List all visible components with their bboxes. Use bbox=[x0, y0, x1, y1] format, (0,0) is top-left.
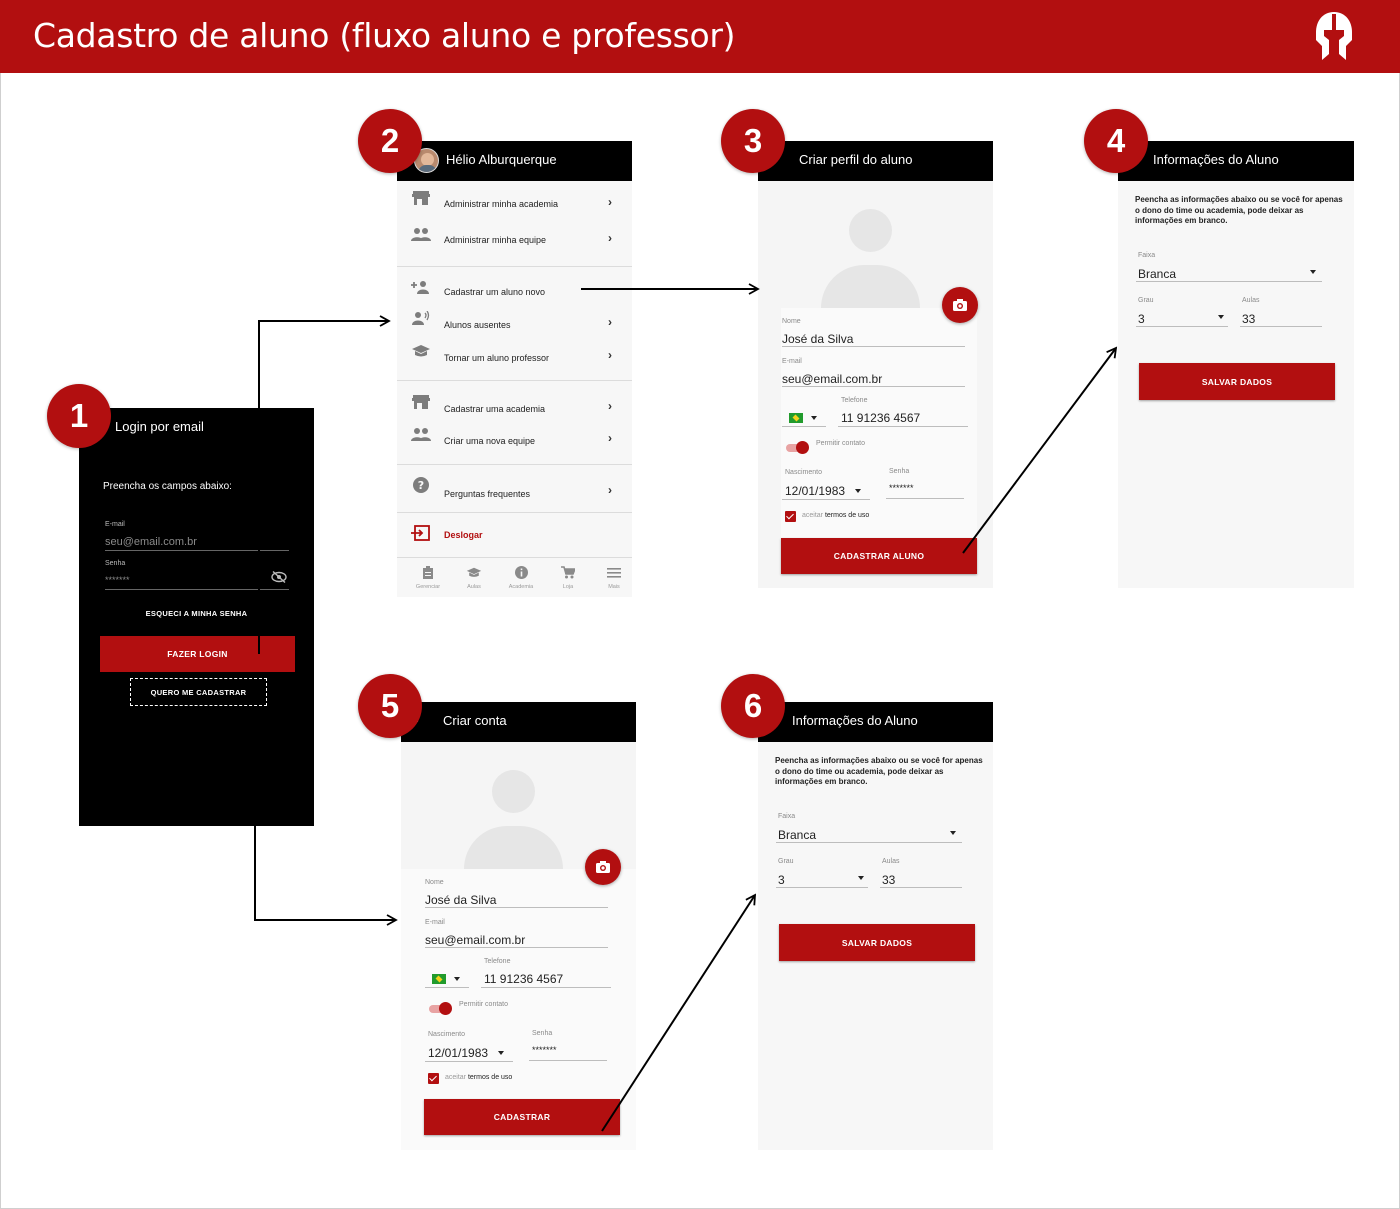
country-dropdown-icon[interactable] bbox=[454, 977, 460, 981]
menu-divider bbox=[397, 512, 632, 513]
email-label: E-mail bbox=[782, 358, 802, 365]
menu-item-manage-academy[interactable] bbox=[397, 191, 632, 217]
camera-button[interactable] bbox=[942, 287, 978, 323]
create-account-screen bbox=[401, 702, 636, 1150]
save-data-button[interactable]: SALVAR DADOS bbox=[1139, 363, 1335, 400]
step-badge-2: 2 bbox=[358, 109, 422, 173]
nav-item-manage[interactable] bbox=[405, 566, 451, 590]
person-voice-icon bbox=[411, 311, 431, 325]
belt-select[interactable]: Branca bbox=[1138, 267, 1177, 281]
name-underline bbox=[425, 907, 608, 908]
degree-dropdown-icon[interactable] bbox=[1218, 315, 1224, 319]
phone-label: Telefone bbox=[484, 958, 511, 965]
menu-item-label: Criar uma nova equipe bbox=[444, 436, 536, 446]
logout-icon bbox=[411, 525, 431, 541]
email-underline bbox=[105, 550, 258, 551]
phone-field[interactable]: 11 91236 4567 bbox=[841, 411, 921, 425]
classes-field[interactable]: 33 bbox=[1242, 312, 1256, 326]
account-title: Criar conta bbox=[443, 713, 507, 728]
chevron-right-icon: › bbox=[608, 399, 612, 413]
title-banner bbox=[0, 0, 1400, 73]
menu-item-manage-team[interactable] bbox=[397, 227, 632, 253]
contact-toggle[interactable] bbox=[786, 444, 806, 452]
menu-item-make-teacher[interactable] bbox=[397, 344, 632, 370]
page-title: Cadastro de aluno (fluxo aluno e professor) bbox=[33, 16, 736, 55]
degree-select[interactable]: 3 bbox=[1138, 312, 1145, 326]
degree-label: Grau bbox=[1138, 297, 1154, 304]
nav-label: Mais bbox=[608, 584, 620, 590]
forgot-password-link[interactable]: ESQUECI A MINHA SENHA bbox=[145, 609, 248, 618]
degree-label: Grau bbox=[778, 858, 794, 865]
nav-divider bbox=[397, 557, 632, 558]
profile-title: Criar perfil do aluno bbox=[799, 152, 913, 167]
clipboard-icon bbox=[422, 566, 434, 579]
logout-item[interactable] bbox=[397, 522, 632, 548]
country-underline bbox=[425, 987, 469, 988]
nav-item-more[interactable] bbox=[591, 566, 632, 590]
info-description: Peencha as informações abaixo ou se você for apenas o dono do time ou academia, pode deixar as informações em branco. bbox=[1135, 195, 1343, 225]
country-underline bbox=[782, 426, 826, 427]
birth-underline bbox=[782, 499, 870, 500]
belt-dropdown-icon[interactable] bbox=[1310, 270, 1316, 274]
step-badge-6: 6 bbox=[721, 674, 785, 738]
login-title: Login por email bbox=[115, 419, 204, 434]
menu-divider bbox=[397, 380, 632, 381]
name-underline bbox=[782, 346, 965, 347]
save-data-button[interactable]: SALVAR DADOS bbox=[779, 924, 975, 961]
menu-item-label: Tornar um aluno professor bbox=[444, 353, 550, 363]
terms-checkbox[interactable] bbox=[785, 511, 796, 522]
chevron-right-icon: › bbox=[608, 315, 612, 329]
avatar-placeholder-body bbox=[464, 826, 563, 869]
terms-checkbox[interactable] bbox=[428, 1073, 439, 1084]
form-card bbox=[781, 308, 977, 574]
nav-label: Academia bbox=[508, 584, 534, 590]
classes-label: Aulas bbox=[1242, 297, 1260, 304]
avatar-placeholder-head bbox=[492, 770, 535, 813]
name-label: Nome bbox=[782, 318, 801, 325]
email-field[interactable]: seu@email.com.br bbox=[782, 372, 883, 386]
menu-item-label: Cadastrar um aluno novo bbox=[444, 287, 546, 297]
signup-button[interactable]: QUERO ME CADASTRAR bbox=[130, 678, 267, 706]
bottom-nav bbox=[397, 562, 632, 597]
email-label: E-mail bbox=[425, 919, 445, 926]
classes-underline bbox=[880, 887, 962, 888]
menu-item-label: Perguntas frequentes bbox=[444, 489, 531, 499]
school-icon bbox=[466, 566, 482, 579]
brazil-flag-icon[interactable] bbox=[432, 974, 446, 984]
menu-screen bbox=[397, 141, 632, 597]
birth-label: Nascimento bbox=[785, 469, 822, 476]
login-subtitle: Preencha os campos abaixo: bbox=[103, 481, 232, 492]
contact-toggle[interactable] bbox=[429, 1005, 449, 1013]
terms-prefix: aceitar bbox=[445, 1074, 467, 1081]
belt-underline bbox=[1136, 281, 1322, 282]
menu-divider bbox=[397, 464, 632, 465]
help-icon bbox=[411, 477, 431, 493]
profile-appbar bbox=[758, 141, 993, 181]
step-badge-3: 3 bbox=[721, 109, 785, 173]
email-label: E-mail bbox=[105, 521, 125, 528]
degree-select[interactable]: 3 bbox=[778, 873, 785, 887]
birth-dropdown-icon[interactable] bbox=[855, 489, 861, 493]
avatar-placeholder-head bbox=[849, 209, 892, 252]
terms-text bbox=[445, 1074, 512, 1081]
email-underline-end bbox=[260, 550, 289, 551]
classes-field[interactable]: 33 bbox=[882, 873, 896, 887]
degree-underline bbox=[776, 887, 868, 888]
step-badge-4: 4 bbox=[1084, 109, 1148, 173]
menu-item-add-academy[interactable] bbox=[397, 395, 632, 421]
chevron-right-icon: › bbox=[608, 195, 612, 209]
group-icon bbox=[411, 427, 431, 441]
info-title: Informações do Aluno bbox=[1153, 152, 1279, 167]
belt-label: Faixa bbox=[1138, 252, 1156, 259]
name-field[interactable]: José da Silva bbox=[782, 332, 854, 346]
camera-icon bbox=[596, 861, 610, 873]
cart-icon bbox=[561, 566, 575, 579]
belt-select[interactable]: Branca bbox=[778, 828, 817, 842]
eye-off-icon[interactable] bbox=[271, 571, 287, 583]
password-field[interactable]: ******* bbox=[105, 575, 130, 585]
classes-underline bbox=[1240, 326, 1322, 327]
school-icon bbox=[411, 344, 431, 358]
password-label: Senha bbox=[889, 468, 910, 475]
degree-dropdown-icon[interactable] bbox=[858, 876, 864, 880]
nav-item-classes[interactable] bbox=[451, 566, 497, 590]
login-screen bbox=[79, 408, 314, 826]
account-info-screen bbox=[758, 702, 993, 1150]
belt-dropdown-icon[interactable] bbox=[950, 831, 956, 835]
phone-underline bbox=[838, 426, 968, 427]
password-underline-end bbox=[260, 589, 289, 590]
menu-item-faq[interactable] bbox=[397, 477, 632, 503]
chevron-right-icon: › bbox=[608, 483, 612, 497]
camera-icon bbox=[953, 299, 967, 311]
password-field[interactable]: ******* bbox=[889, 483, 914, 493]
brazil-flag-icon[interactable] bbox=[789, 413, 803, 423]
store-icon bbox=[411, 191, 431, 205]
info-icon bbox=[515, 566, 528, 579]
nav-label: Gerenciar bbox=[415, 584, 441, 590]
student-info-screen bbox=[1118, 141, 1354, 588]
svg-text:?: ? bbox=[417, 479, 425, 492]
menu-item-label: Cadastrar uma academia bbox=[444, 404, 546, 414]
terms-link[interactable]: termos de uso bbox=[824, 512, 870, 519]
password-underline bbox=[105, 589, 258, 590]
register-button[interactable]: CADASTRAR bbox=[424, 1099, 620, 1135]
terms-prefix: aceitar bbox=[802, 512, 824, 519]
terms-text bbox=[802, 512, 869, 519]
nav-item-academy[interactable] bbox=[498, 566, 544, 590]
menu-item-label: Alunos ausentes bbox=[444, 320, 511, 330]
name-label: Nome bbox=[425, 879, 444, 886]
email-field[interactable]: seu@email.com.br bbox=[105, 536, 197, 548]
contact-toggle-label: Permitir contato bbox=[459, 1001, 509, 1008]
nav-label: Loja bbox=[562, 584, 574, 590]
info-title: Informações do Aluno bbox=[792, 713, 918, 728]
belt-label: Faixa bbox=[778, 813, 796, 820]
chevron-right-icon: › bbox=[608, 431, 612, 445]
chevron-right-icon: › bbox=[608, 348, 612, 362]
terms-link[interactable]: termos de uso bbox=[467, 1074, 513, 1081]
nav-label: Aulas bbox=[467, 584, 481, 590]
email-underline bbox=[425, 947, 608, 948]
classes-label: Aulas bbox=[882, 858, 900, 865]
camera-button[interactable] bbox=[585, 849, 621, 885]
phone-field[interactable]: 11 91236 4567 bbox=[484, 972, 564, 986]
chevron-right-icon: › bbox=[608, 231, 612, 245]
info-appbar bbox=[1118, 141, 1354, 181]
menu-item-label: Administrar minha academia bbox=[444, 199, 559, 209]
spartan-helmet-icon bbox=[1312, 10, 1356, 64]
menu-item-add-student[interactable] bbox=[397, 278, 632, 304]
password-label: Senha bbox=[105, 560, 126, 567]
menu-appbar bbox=[397, 141, 632, 181]
account-appbar bbox=[401, 702, 636, 742]
birth-dropdown-icon[interactable] bbox=[498, 1051, 504, 1055]
avatar-placeholder-body bbox=[821, 265, 920, 308]
step-badge-5: 5 bbox=[358, 674, 422, 738]
user-name: Hélio Alburquerque bbox=[446, 152, 557, 167]
student-profile-screen bbox=[758, 141, 993, 588]
name-field[interactable]: José da Silva bbox=[425, 893, 497, 907]
phone-label: Telefone bbox=[841, 397, 868, 404]
menu-item-label: Administrar minha equipe bbox=[444, 235, 547, 245]
step-badge-1: 1 bbox=[47, 384, 111, 448]
hamburger-icon bbox=[607, 566, 621, 579]
info-appbar bbox=[758, 702, 993, 742]
degree-underline bbox=[1136, 326, 1228, 327]
menu-item-absent-students[interactable] bbox=[397, 311, 632, 337]
birth-underline bbox=[425, 1061, 513, 1062]
info-description: Peencha as informações abaixo ou se você for apenas o dono do time ou academia, pode deixar as informações em branco. bbox=[775, 756, 983, 786]
belt-underline bbox=[776, 842, 962, 843]
country-dropdown-icon[interactable] bbox=[811, 416, 817, 420]
email-field[interactable]: seu@email.com.br bbox=[425, 933, 526, 947]
birth-label: Nascimento bbox=[428, 1031, 465, 1038]
login-button[interactable]: FAZER LOGIN bbox=[100, 636, 295, 672]
nav-item-store[interactable] bbox=[545, 566, 591, 590]
email-underline bbox=[782, 386, 965, 387]
birth-field[interactable]: 12/01/1983 bbox=[785, 484, 846, 498]
password-underline bbox=[529, 1060, 607, 1061]
password-field[interactable]: ******* bbox=[532, 1045, 557, 1055]
contact-toggle-label: Permitir contato bbox=[816, 440, 866, 447]
password-underline bbox=[886, 498, 964, 499]
group-icon bbox=[411, 227, 431, 241]
password-label: Senha bbox=[532, 1030, 553, 1037]
person-add-icon bbox=[411, 280, 431, 294]
menu-item-new-team[interactable] bbox=[397, 427, 632, 453]
menu-divider bbox=[397, 266, 632, 267]
register-student-button[interactable]: CADASTRAR ALUNO bbox=[781, 538, 977, 574]
store-icon bbox=[411, 395, 431, 409]
logout-label: Deslogar bbox=[444, 530, 483, 540]
birth-field[interactable]: 12/01/1983 bbox=[428, 1046, 489, 1060]
phone-underline bbox=[481, 987, 611, 988]
